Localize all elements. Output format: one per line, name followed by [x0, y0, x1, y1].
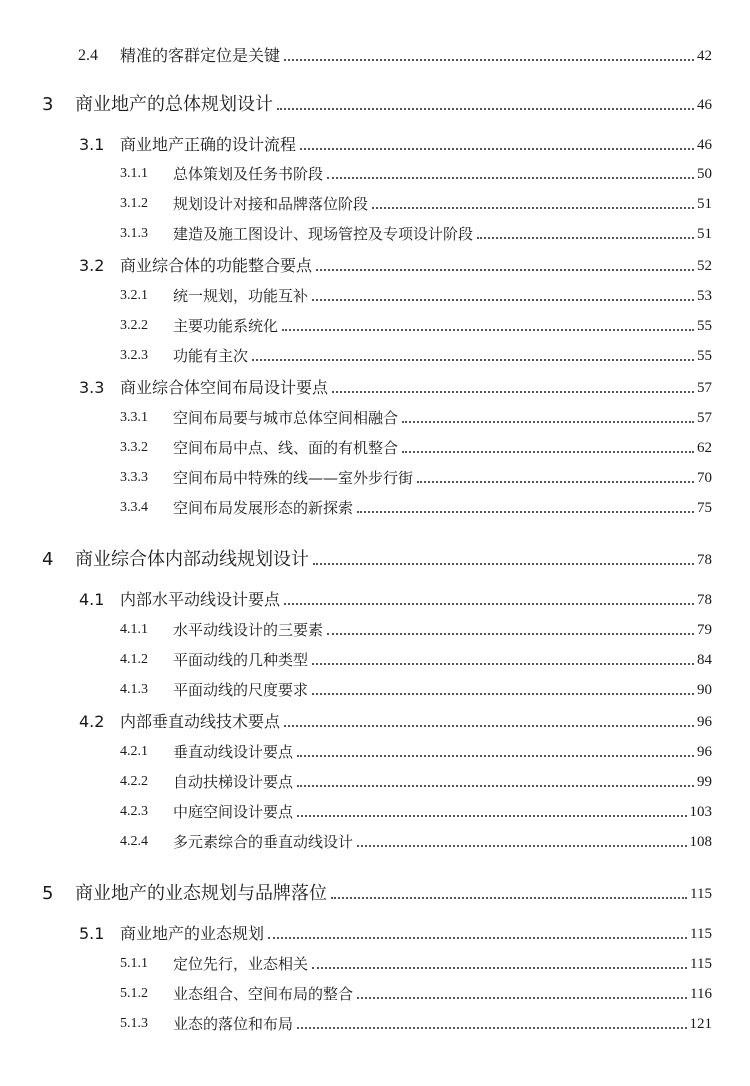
toc-entry[interactable]	[0, 770, 750, 794]
toc-entry-number: 4.1.2	[120, 652, 148, 667]
toc-entry-title: 空间布局发展形态的新探索	[173, 499, 354, 517]
toc-entry-page: 90	[697, 682, 712, 698]
toc-leader-dots	[297, 785, 694, 787]
toc-entry-title: 定位先行，业态相关	[173, 955, 309, 973]
toc-entry-number: 4.2.2	[120, 774, 148, 789]
toc-entry-page: 42	[697, 48, 712, 64]
toc-entry-page: 50	[697, 166, 712, 182]
toc-entry-page: 84	[697, 652, 712, 668]
toc-entry[interactable]	[0, 922, 750, 946]
toc-entry-number: 5.1	[79, 924, 105, 943]
toc-entry-title: 空间布局要与城市总体空间相融合	[173, 409, 399, 427]
toc-entry[interactable]	[0, 436, 750, 460]
toc-leader-dots	[297, 755, 694, 757]
toc-entry-title: 中庭空间设计要点	[173, 803, 294, 821]
toc-entry[interactable]	[0, 406, 750, 430]
toc-entry-title: 商业地产的业态规划	[120, 924, 265, 943]
toc-entry-title: 商业综合体的功能整合要点	[120, 256, 313, 275]
toc-entry[interactable]	[0, 496, 750, 520]
toc-leader-dots	[372, 207, 694, 209]
toc-entry-title: 商业地产的业态规划与品牌落位	[75, 883, 327, 904]
toc-entry-title: 精准的客群定位是关键	[120, 46, 281, 65]
toc-entry-number: 4.2.1	[120, 744, 148, 759]
toc-entry[interactable]	[0, 648, 750, 672]
toc-entry-number: 2.4	[78, 47, 98, 64]
toc-entry-number: 3.2.3	[120, 348, 148, 363]
toc-entry-number: 3.2.2	[120, 318, 148, 333]
toc-entry[interactable]	[0, 618, 750, 642]
toc-leader-dots	[284, 725, 694, 727]
toc-entry-number: 3.3.2	[120, 440, 148, 455]
toc-entry-number: 3.3.3	[120, 470, 148, 485]
toc-entry-title: 空间布局中特殊的线——室外步行街	[173, 469, 414, 487]
toc-leader-dots	[300, 148, 694, 150]
toc-entry-title: 内部垂直动线技术要点	[120, 712, 281, 731]
toc-entry[interactable]	[0, 466, 750, 490]
toc-entry-page: 79	[697, 622, 712, 638]
toc-leader-dots	[268, 937, 687, 939]
toc-entry-number: 5.1.1	[120, 956, 148, 971]
toc-entry-number: 5.1.2	[120, 986, 148, 1001]
toc-entry-number: 3.3.4	[120, 500, 148, 515]
toc-entry-page: 46	[697, 137, 712, 153]
toc-entry-number: 4	[42, 549, 54, 570]
toc-entry-title: 商业地产的总体规划设计	[75, 94, 273, 115]
toc-leader-dots	[312, 967, 687, 969]
toc-entry-page: 115	[690, 926, 712, 942]
toc-leader-dots	[312, 693, 694, 695]
toc-entry-page: 96	[697, 714, 712, 730]
toc-entry[interactable]	[0, 1012, 750, 1036]
toc-entry-page: 62	[697, 440, 712, 456]
toc-entry[interactable]	[0, 254, 750, 278]
toc-entry-number: 3.2	[79, 256, 105, 275]
toc-entry-page: 46	[697, 97, 712, 113]
toc-entry-page: 78	[697, 552, 712, 568]
toc-entry[interactable]	[0, 133, 750, 157]
toc-leader-dots	[402, 451, 694, 453]
toc-entry-page: 70	[697, 470, 712, 486]
toc-entry-number: 4.2	[79, 712, 105, 731]
toc-entry-number: 3.3.1	[120, 410, 148, 425]
toc-entry-page: 116	[690, 986, 712, 1002]
toc-entry-title: 商业综合体空间布局设计要点	[120, 378, 329, 397]
toc-entry-title: 多元素综合的垂直动线设计	[173, 833, 354, 851]
toc-entry-title: 水平动线设计的三要素	[173, 621, 324, 639]
toc-leader-dots	[284, 59, 694, 61]
toc-entry-page: 115	[690, 956, 712, 972]
toc-entry[interactable]	[0, 548, 750, 572]
toc-entry-title: 建造及施工图设计、现场管控及专项设计阶段	[173, 225, 474, 243]
toc-leader-dots	[297, 1027, 687, 1029]
toc-entry-number: 5.1.3	[120, 1016, 148, 1031]
toc-entry-number: 4.1.1	[120, 622, 148, 637]
toc-entry-number: 3.3	[79, 378, 105, 397]
toc-entry-title: 平面动线的几种类型	[173, 651, 309, 669]
toc-leader-dots	[327, 177, 694, 179]
toc-entry-number: 3.1.2	[120, 196, 148, 211]
toc-entry[interactable]	[0, 740, 750, 764]
toc-entry[interactable]	[0, 284, 750, 308]
toc-entry[interactable]	[0, 93, 750, 117]
toc-entry-number: 4.2.3	[120, 804, 148, 819]
toc-entry[interactable]	[0, 882, 750, 906]
toc-entry-title: 业态组合、空间布局的整合	[173, 985, 354, 1003]
toc-leader-dots	[313, 563, 694, 565]
toc-entry-page: 99	[697, 774, 712, 790]
toc-leader-dots	[282, 329, 694, 331]
toc-entry-title: 主要功能系统化	[173, 317, 279, 335]
toc-leader-dots	[357, 997, 687, 999]
toc-entry-number: 3.1.3	[120, 226, 148, 241]
toc-leader-dots	[252, 359, 694, 361]
toc-leader-dots	[331, 897, 687, 899]
toc-entry-title: 内部水平动线设计要点	[120, 590, 281, 609]
toc-entry-title: 功能有主次	[173, 347, 249, 365]
toc-leader-dots	[417, 481, 694, 483]
toc-entry-page: 51	[697, 196, 712, 212]
toc-entry-page: 57	[697, 380, 712, 396]
toc-leader-dots	[277, 108, 694, 110]
toc-leader-dots	[312, 663, 694, 665]
toc-entry-page: 57	[697, 410, 712, 426]
toc-entry[interactable]	[0, 376, 750, 400]
toc-entry-page: 108	[689, 834, 712, 850]
toc-leader-dots	[284, 603, 694, 605]
toc-entry-page: 51	[697, 226, 712, 242]
toc-entry-number: 3	[42, 94, 54, 115]
toc-entry-page: 55	[697, 348, 712, 364]
toc-entry-page: 115	[690, 886, 712, 902]
toc-entry[interactable]	[0, 830, 750, 854]
toc-entry-number: 3.1	[79, 135, 105, 154]
toc-entry-page: 53	[697, 288, 712, 304]
toc-entry-title: 商业地产正确的设计流程	[120, 135, 297, 154]
toc-entry[interactable]	[0, 44, 750, 68]
toc-entry-title: 商业综合体内部动线规划设计	[75, 549, 309, 570]
toc-entry-page: 52	[697, 258, 712, 274]
toc-entry-title: 规划设计对接和品牌落位阶段	[173, 195, 369, 213]
toc-entry[interactable]	[0, 314, 750, 338]
toc-entry-number: 4.1.3	[120, 682, 148, 697]
toc-entry[interactable]	[0, 222, 750, 246]
toc-entry-title: 业态的落位和布局	[173, 1015, 294, 1033]
toc-entry[interactable]	[0, 588, 750, 612]
toc-entry-page: 121	[689, 1016, 712, 1032]
toc-entry[interactable]	[0, 710, 750, 734]
toc-leader-dots	[312, 299, 694, 301]
toc-entry-title: 空间布局中点、线、面的有机整合	[173, 439, 399, 457]
toc-leader-dots	[357, 845, 687, 847]
toc-entry-number: 3.2.1	[120, 288, 148, 303]
toc-entry-page: 75	[697, 500, 712, 516]
toc-entry[interactable]	[0, 952, 750, 976]
toc-leader-dots	[327, 633, 694, 635]
toc-entry-page: 55	[697, 318, 712, 334]
toc-leader-dots	[332, 391, 694, 393]
toc-leader-dots	[297, 815, 687, 817]
toc-leader-dots	[316, 269, 694, 271]
toc-entry-number: 3.1.1	[120, 166, 148, 181]
toc-entry[interactable]	[0, 192, 750, 216]
toc-entry-title: 总体策划及任务书阶段	[173, 165, 324, 183]
toc-entry-page: 103	[689, 804, 712, 820]
toc-entry[interactable]	[0, 344, 750, 368]
toc-leader-dots	[357, 511, 694, 513]
toc-entry-number: 4.1	[79, 590, 105, 609]
toc-entry-page: 78	[697, 592, 712, 608]
toc-leader-dots	[402, 421, 694, 423]
toc-entry[interactable]	[0, 678, 750, 702]
toc-entry[interactable]	[0, 162, 750, 186]
toc-entry-title: 统一规划，功能互补	[173, 287, 309, 305]
toc-entry-number: 5	[42, 883, 54, 904]
toc-entry-title: 平面动线的尺度要求	[173, 681, 309, 699]
toc-entry[interactable]	[0, 800, 750, 824]
toc-entry-page: 96	[697, 744, 712, 760]
toc-leader-dots	[477, 237, 694, 239]
toc-entry-title: 垂直动线设计要点	[173, 743, 294, 761]
toc-entry[interactable]	[0, 982, 750, 1006]
toc-entry-number: 4.2.4	[120, 834, 148, 849]
toc-entry-title: 自动扶梯设计要点	[173, 773, 294, 791]
